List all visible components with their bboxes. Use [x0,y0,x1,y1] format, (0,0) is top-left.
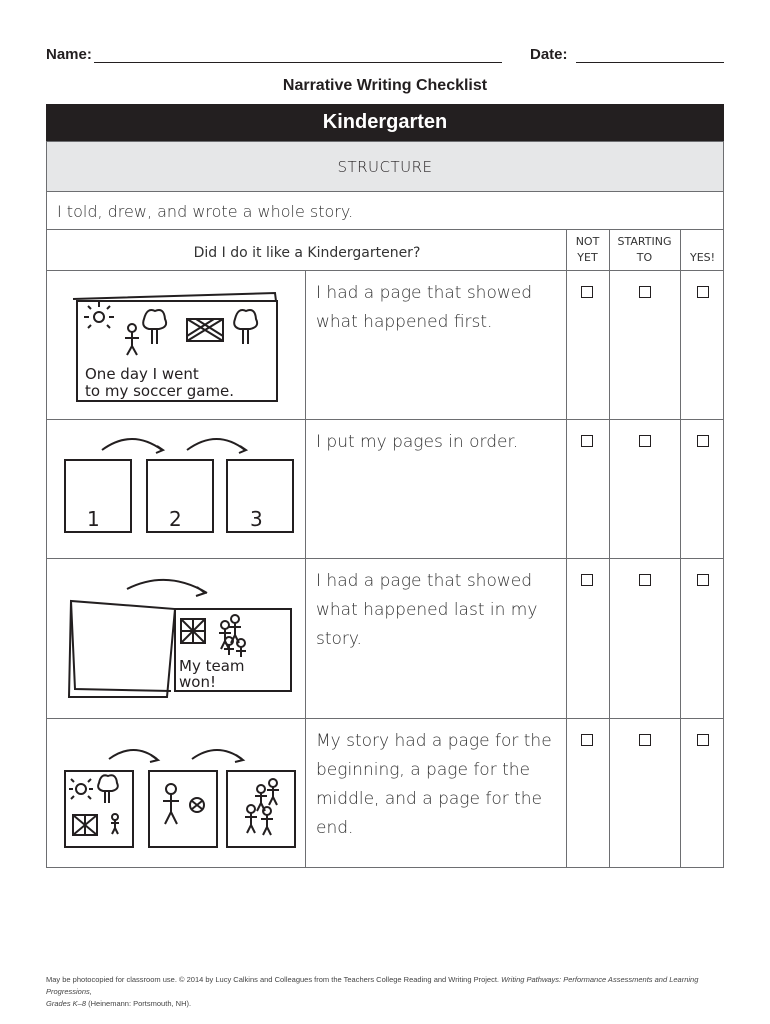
goal-statement: I told, drew, and wrote a whole story. [46,192,724,230]
table-row [46,271,724,420]
col-not-yet-header: NOT YET [575,235,600,264]
yes-checkbox[interactable] [697,734,709,746]
not-yet-checkbox[interactable] [581,435,593,447]
table-header-row [46,230,724,271]
starting-to-checkbox[interactable] [639,286,651,298]
name-field[interactable] [94,61,502,63]
date-label: Date: [530,46,568,63]
not-yet-checkbox[interactable] [581,286,593,298]
yes-checkbox[interactable] [697,435,709,447]
page-number: 2 [169,507,182,531]
row-illustration [47,271,306,419]
page-number: 1 [87,507,100,531]
col-starting-to-header: STARTING TO [617,235,672,264]
col-yes-header: YES! [689,251,716,264]
starting-to-checkbox[interactable] [639,574,651,586]
table-row [46,719,724,868]
criterion-text: My story had a page for the beginning, a page for the middle, and a page for the end. [316,731,552,838]
criterion-text: I had a page that showed what happened first. [316,283,533,332]
table-question: Did I do it like a Kindergartener? [193,245,421,261]
row-illustration [47,559,306,718]
yes-checkbox[interactable] [697,574,709,586]
grade-band: Kindergarten [46,104,724,141]
starting-to-checkbox[interactable] [639,734,651,746]
yes-checkbox[interactable] [697,286,709,298]
row-illustration [47,420,306,558]
row-illustration [47,719,306,867]
criterion-text: I had a page that showed what happened last in my story. [316,571,538,649]
picture-caption-line2: to my soccer game. [85,382,235,400]
picture-caption-line2: won! [179,673,216,691]
section-heading: STRUCTURE [46,141,724,192]
starting-to-checkbox[interactable] [639,435,651,447]
name-label: Name: [46,46,92,63]
picture-caption-line1: One day I went [85,365,199,383]
table-row [46,559,724,719]
copyright-footer: May be photocopied for classroom use. © 2014 by Lucy Calkins and Colleagues from the Teachers College Reading and Writing Project. Writing Pathways: Performance Assessments and Learning Progressions, Grades K–8 (Heinemann: Portsmouth, NH). [46,975,699,1008]
name-date-header [46,43,724,65]
date-field[interactable] [576,61,724,63]
picture-caption-line1: My team [179,657,245,675]
page-number: 3 [250,507,263,531]
checklist-table [46,104,724,868]
page-title: Narrative Writing Checklist [282,77,488,94]
not-yet-checkbox[interactable] [581,574,593,586]
table-row [46,420,724,559]
criterion-text: I put my pages in order. [316,432,519,452]
not-yet-checkbox[interactable] [581,734,593,746]
